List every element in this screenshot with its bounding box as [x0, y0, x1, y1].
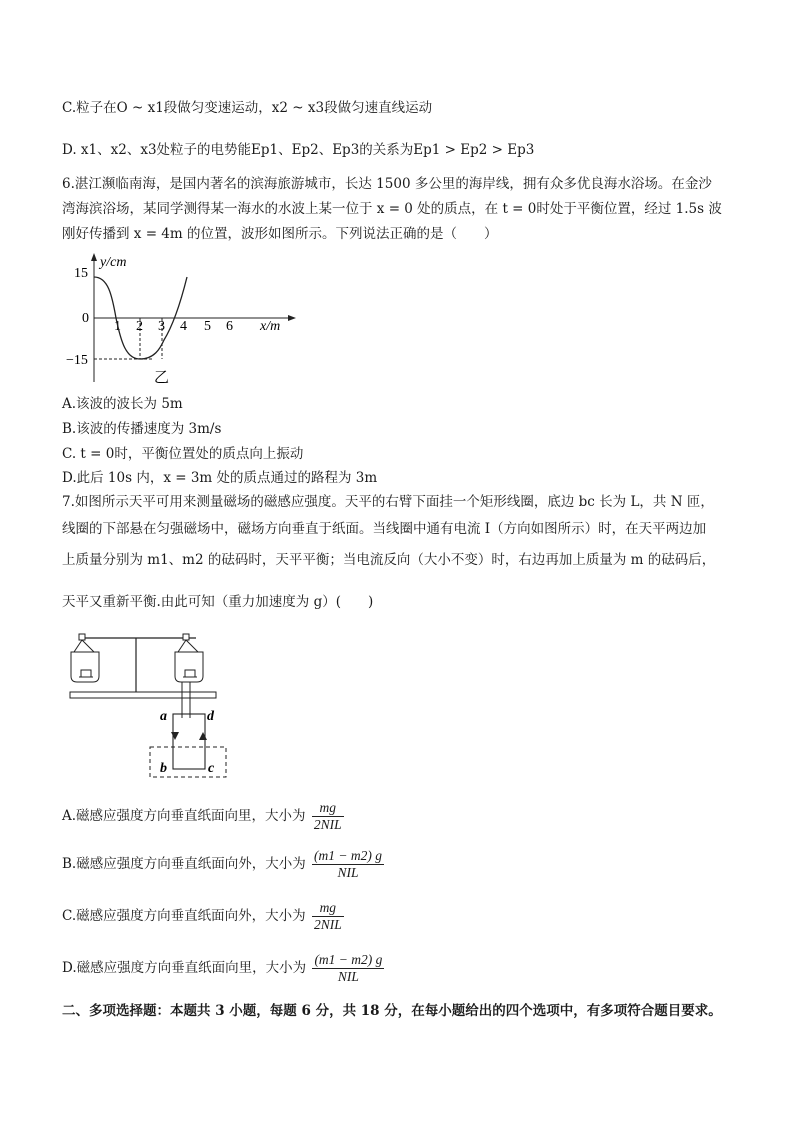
x-tick-4: 4	[180, 319, 187, 334]
q6-option-b: B.该波的传播速度为 3m/s	[62, 421, 222, 437]
y-axis-label: y/cm	[100, 255, 127, 270]
q5-option-d: D. x1、x2、x3处粒子的电势能Ep1、Ep2、Ep3的关系为Ep1 > Ep2 > Ep3	[62, 142, 535, 158]
label-b: b	[160, 761, 167, 776]
q7-option-d-fraction	[312, 952, 384, 985]
q5-option-c: C.粒子在O ~ x1段做匀变速运动，x2 ~ x3段做匀速直线运动	[62, 100, 433, 116]
x-tick-5: 5	[204, 319, 211, 334]
q7-option-a-denominator: 2NIL	[313, 817, 342, 832]
q7-stem-line3: 上质量分别为 m1、m2 的砝码时，天平平衡；当电流反向（大小不变）时，右边再加上质量为 m 的砝码后，	[62, 552, 716, 568]
coil	[173, 714, 205, 769]
balance-diagram	[64, 626, 234, 782]
q7-option-a-fraction	[312, 800, 344, 833]
current-arrow-down	[171, 732, 179, 740]
x-tick-2: 2	[136, 319, 143, 334]
q6-stem-line3: 刚好传播到 x = 4m 的位置，波形如图所示。下列说法正确的是（ ）	[62, 226, 498, 242]
q7-option-c-numerator: mg	[312, 900, 344, 917]
x-axis-label: x/m	[260, 319, 281, 334]
q7-option-a-text: A.磁感应强度方向垂直纸面向里，大小为	[62, 808, 306, 824]
y-tick-15: 15	[74, 266, 88, 281]
left-hook	[79, 634, 85, 640]
q7-option-d	[62, 952, 384, 985]
q7-option-b-denominator: NIL	[337, 865, 359, 880]
q7-stem-line1: 7.如图所示天平可用来测量磁场的磁感应强度。天平的右臂下面挂一个矩形线圈，底边 bc 长为 L，共 N 匝，	[62, 494, 714, 510]
q7-option-a-numerator: mg	[312, 800, 344, 817]
y-axis-arrow	[91, 253, 97, 261]
q7-stem-line2: 线圈的下部悬在匀强磁场中，磁场方向垂直于纸面。当线圈中通有电流 I（方向如图所示）时，在天平两边加	[62, 521, 707, 537]
q6-option-d: D.此后 10s 内，x = 3m 处的质点通过的路程为 3m	[62, 470, 378, 486]
q6-option-a: A.该波的波长为 5m	[62, 396, 183, 412]
q6-stem-line2: 湾海滨浴场，某同学测得某一海水的水波上某一位于 x = 0 处的质点，在 t = 0时处于平衡位置，经过 1.5s 波	[62, 201, 722, 217]
y-tick-neg15: −15	[66, 353, 88, 368]
x-tick-1: 1	[114, 319, 121, 334]
y-tick-0: 0	[82, 311, 89, 326]
q7-option-c	[62, 900, 344, 933]
q7-option-c-denominator: 2NIL	[313, 917, 342, 932]
q6-stem-line1: 6.湛江濒临南海，是国内著名的滨海旅游城市，长达 1500 多公里的海岸线，拥有众多优良海水浴场。在金沙	[62, 176, 712, 192]
q7-option-d-denominator: NIL	[337, 969, 359, 984]
q7-option-b-text: B.磁感应强度方向垂直纸面向外，大小为	[62, 856, 306, 872]
label-c: c	[208, 761, 215, 776]
graph-caption: 乙	[154, 370, 170, 386]
x-axis-arrow	[288, 315, 296, 321]
q7-stem-line4: 天平又重新平衡.由此可知（重力加速度为 g）( )	[62, 594, 374, 610]
q7-option-d-text: D.磁感应强度方向垂直纸面向里，大小为	[62, 960, 307, 976]
section2-heading: 二、多项选择题：本题共 3 小题，每题 6 分，共 18 分，在每小题给出的四个选项中，有多项符合题目要求。	[62, 1003, 722, 1019]
q7-option-c-fraction	[312, 900, 344, 933]
label-d: d	[207, 709, 214, 724]
q7-option-c-text: C.磁感应强度方向垂直纸面向外，大小为	[62, 908, 306, 924]
base-plate	[70, 692, 216, 698]
q7-option-b-fraction	[312, 848, 384, 881]
q7-option-d-numerator: (m1 − m2) g	[314, 952, 383, 967]
x-tick-3: 3	[158, 319, 165, 334]
x-tick-6: 6	[226, 319, 233, 334]
q7-option-b-numerator: (m1 − m2) g	[314, 848, 382, 863]
current-arrow-up	[199, 732, 207, 740]
label-a: a	[160, 709, 167, 724]
q7-option-b	[62, 848, 384, 881]
right-weight	[185, 670, 195, 677]
left-weight	[81, 670, 91, 677]
right-hook	[183, 634, 189, 640]
wave-graph	[60, 250, 300, 390]
q7-option-a	[62, 800, 344, 833]
q6-option-c: C. t = 0时，平衡位置处的质点向上振动	[62, 446, 304, 462]
